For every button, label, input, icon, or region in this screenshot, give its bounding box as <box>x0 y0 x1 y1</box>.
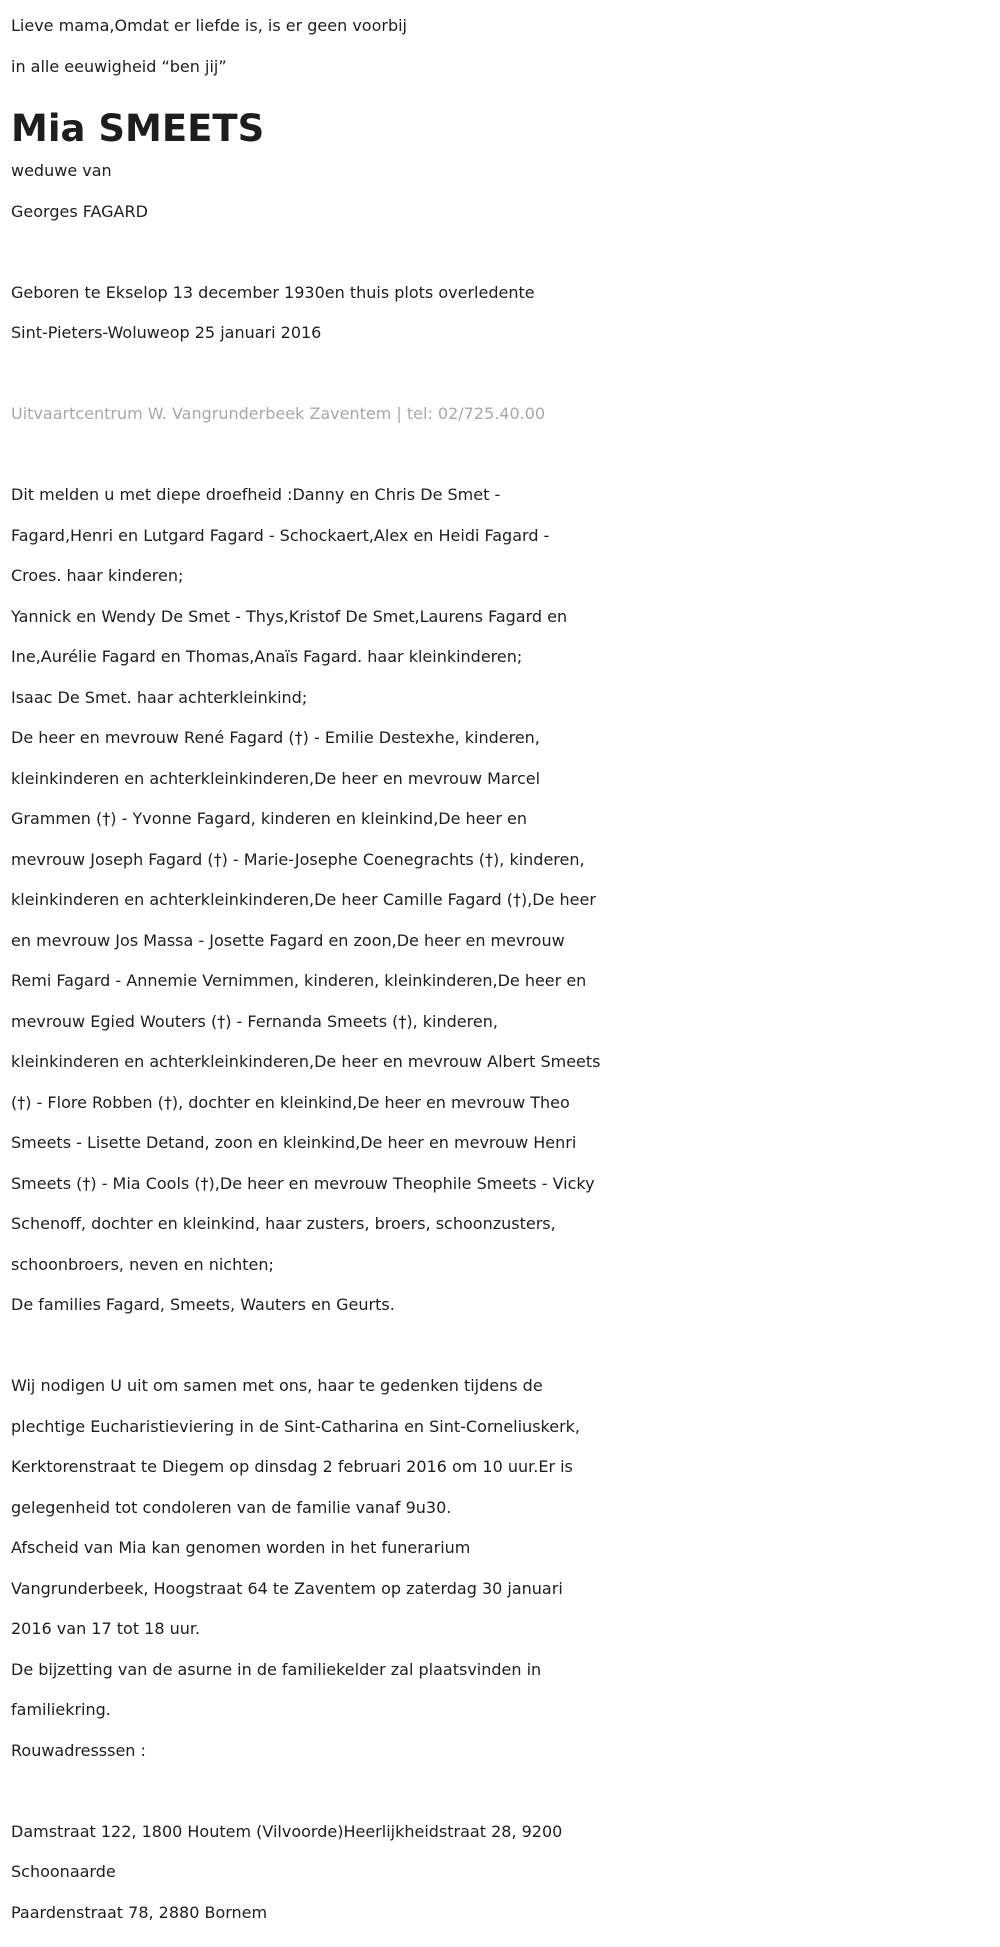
announcement-line: Smeets (†) - Mia Cools (†),De heer en mevrouw Theophile Smeets - Vicky <box>11 1173 595 1193</box>
invitation-line: Vangrunderbeek, Hoogstraat 64 te Zaventem op zaterdag 30 januari <box>11 1578 563 1598</box>
intro-line: in alle eeuwigheid “ben jij” <box>11 56 227 76</box>
announcement-line: Yannick en Wendy De Smet - Thys,Kristof De Smet,Laurens Fagard en <box>11 606 568 626</box>
announcement-line: De heer en mevrouw René Fagard (†) - Emilie Destexhe, kinderen, <box>11 728 540 747</box>
announcement-line: Schenoff, dochter en kleinkind, haar zusters, broers, schoonzusters, <box>11 1214 556 1233</box>
announcement-line: Remi Fagard - Annemie Vernimmen, kinderen, kleinkinderen,De heer en <box>11 971 587 990</box>
obituary-page <box>11 6 996 1933</box>
spacer <box>11 1771 996 1812</box>
spacer <box>11 354 996 395</box>
address-line: Paardenstraat 78, 2880 Bornem <box>11 1902 268 1922</box>
announcement-line: Dit melden u met diepe droefheid :Danny en Chris De Smet - <box>11 485 501 504</box>
birth-death-info <box>11 273 996 354</box>
invitation-line: Wij nodigen U uit om samen met ons, haar te gedenken tijdens de <box>11 1376 543 1395</box>
announcement-line: schoonbroers, neven en nichten; <box>11 1254 274 1274</box>
widow-line: weduwe van <box>11 161 112 180</box>
spacer <box>11 232 996 273</box>
announcement-text <box>11 475 996 1326</box>
announcement-line: Isaac De Smet. haar achterkleinkind; <box>11 687 308 707</box>
invitation-line: Kerktorenstraat te Diegem op dinsdag 2 februari 2016 om 10 uur.Er is <box>11 1457 573 1476</box>
announcement-line: Croes. haar kinderen; <box>11 566 184 585</box>
invitation-line: gelegenheid tot condoleren van de familie vanaf 9u30. <box>11 1497 452 1517</box>
announcement-line: en mevrouw Jos Massa - Josette Fagard en zoon,De heer en mevrouw <box>11 930 565 950</box>
announcement-line: Grammen (†) - Yvonne Fagard, kinderen en kleinkind,De heer en <box>11 809 527 828</box>
announcement-line: kleinkinderen en achterkleinkinderen,De heer en mevrouw Marcel <box>11 768 541 788</box>
intro-verse <box>11 6 996 87</box>
announcement-line: (†) - Flore Robben (†), dochter en kleinkind,De heer en mevrouw Theo <box>11 1092 570 1112</box>
spacer <box>11 1326 996 1367</box>
invitation-text <box>11 1366 996 1771</box>
announcement-line: De families Fagard, Smeets, Wauters en Geurts. <box>11 1295 395 1314</box>
announcement-line: mevrouw Joseph Fagard (†) - Marie-Josephe Coenegrachts (†), kinderen, <box>11 849 585 869</box>
announcement-line: mevrouw Egied Wouters (†) - Fernanda Smeets (†), kinderen, <box>11 1011 498 1031</box>
announcement-line: Ine,Aurélie Fagard en Thomas,Anaïs Fagard. haar kleinkinderen; <box>11 647 523 666</box>
invitation-line: De bijzetting van de asurne in de familiekelder zal plaatsvinden in <box>11 1659 542 1679</box>
invitation-line: Afscheid van Mia kan genomen worden in het funerarium <box>11 1538 471 1557</box>
address-line: Schoonaarde <box>11 1862 116 1881</box>
death-line: Sint-Pieters-Woluweop 25 januari 2016 <box>11 323 322 342</box>
announcement-line: kleinkinderen en achterkleinkinderen,De heer Camille Fagard (†),De heer <box>11 890 596 909</box>
funeral-home-contact: Uitvaartcentrum W. Vangrunderbeek Zaventem | tel: 02/725.40.00 <box>11 404 546 423</box>
invitation-line: familiekring. <box>11 1700 111 1719</box>
invitation-line: plechtige Eucharistieviering in de Sint-Catharina en Sint-Corneliuskerk, <box>11 1416 580 1436</box>
intro-line: Lieve mama,Omdat er liefde is, is er geen voorbij <box>11 16 407 35</box>
spouse-name: Georges FAGARD <box>11 201 148 221</box>
spacer <box>11 435 996 476</box>
invitation-line: 2016 van 17 tot 18 uur. <box>11 1619 201 1638</box>
birth-line: Geboren te Ekselop 13 december 1930en thuis plots overledente <box>11 282 535 302</box>
widow-info <box>11 151 996 232</box>
announcement-line: Fagard,Henri en Lutgard Fagard - Schockaert,Alex en Heidi Fagard - <box>11 525 550 545</box>
announcement-line: Smeets - Lisette Detand, zoon en kleinkind,De heer en mevrouw Henri <box>11 1133 577 1152</box>
address-line: Damstraat 122, 1800 Houtem (Vilvoorde)Heerlijkheidstraat 28, 9200 <box>11 1821 563 1841</box>
condolence-addresses <box>11 1812 996 1934</box>
announcement-line: kleinkinderen en achterkleinkinderen,De heer en mevrouw Albert Smeets <box>11 1052 601 1071</box>
deceased-name: Mia SMEETS <box>11 107 265 150</box>
condolence-addresses-heading: Rouwadresssen : <box>11 1740 146 1760</box>
